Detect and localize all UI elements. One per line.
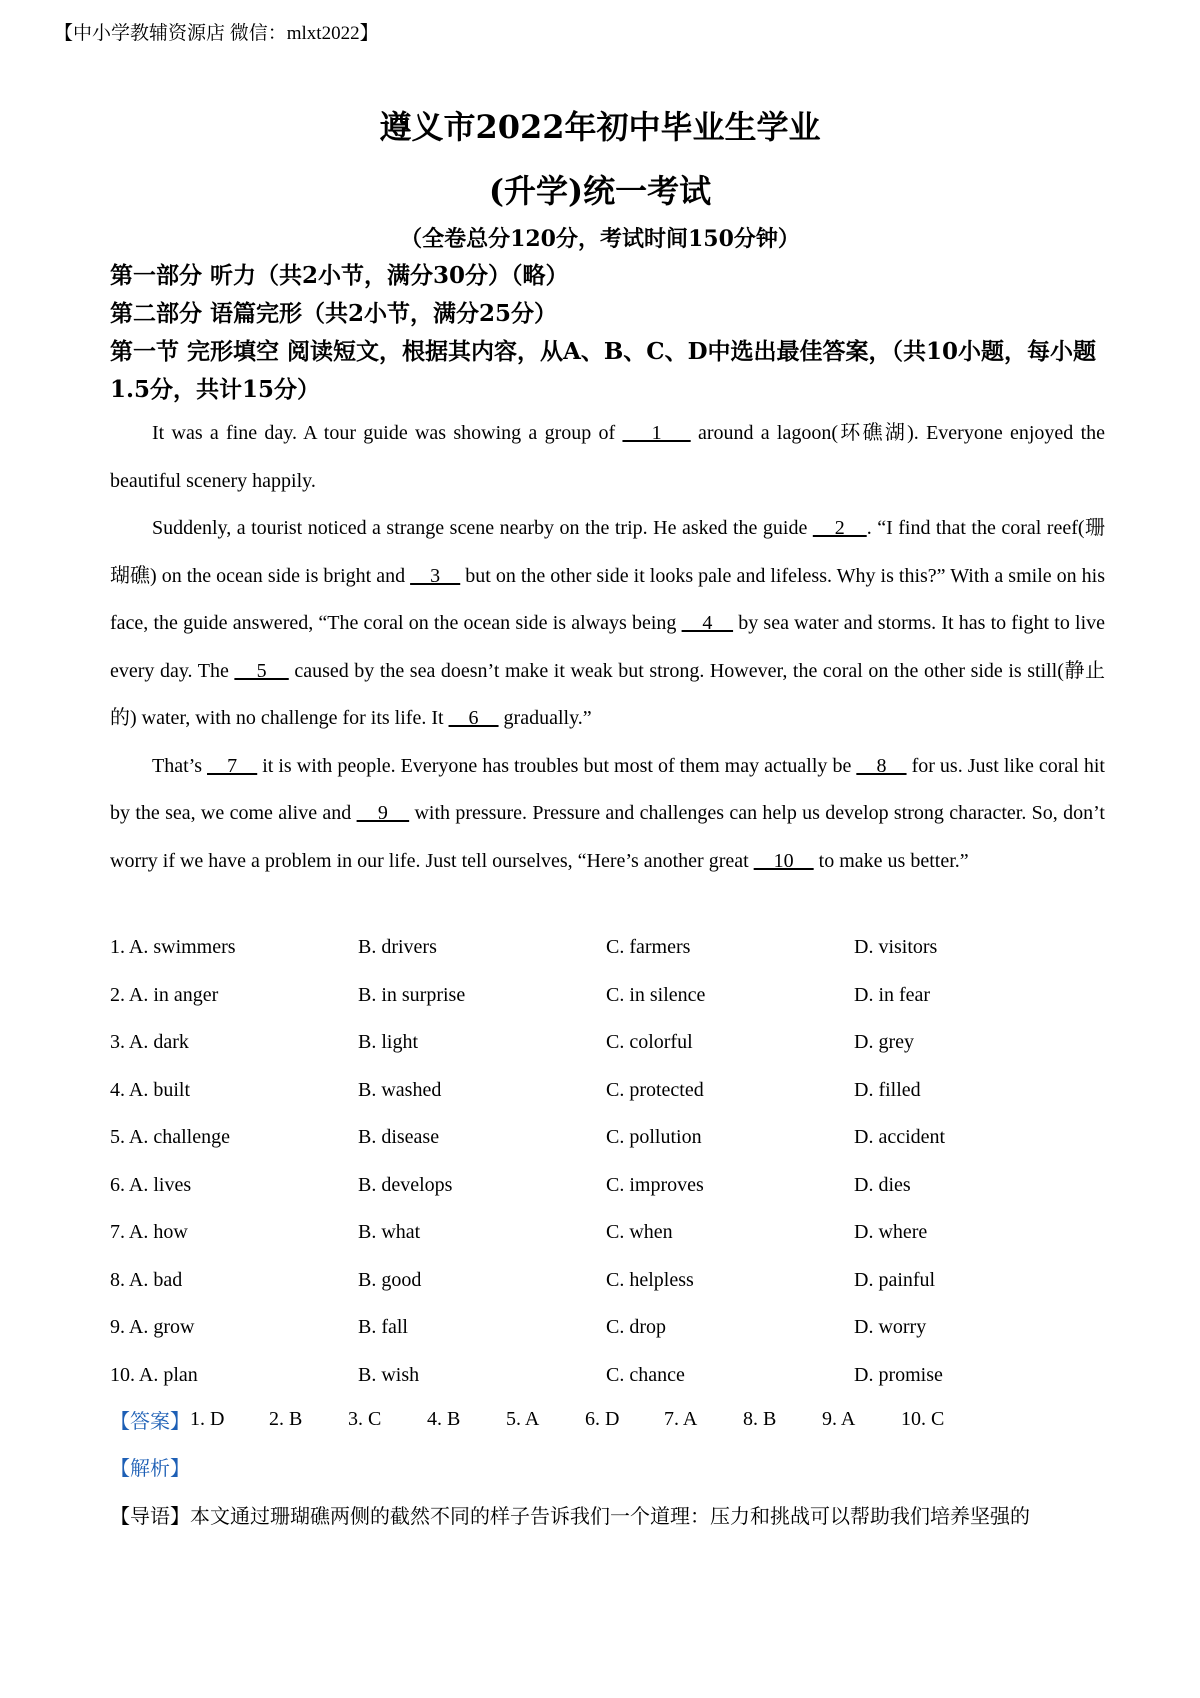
- option-row: 3. A. dark B. light C. colorful D. grey: [110, 1031, 914, 1054]
- part2-heading: 第二部分 语篇完形（共2小节，满分25分）: [110, 300, 558, 327]
- part1-heading: 第一部分 听力（共2小节，满分30分）（略）: [110, 262, 569, 289]
- answer-item: 9. A: [822, 1408, 856, 1430]
- watermark-header: 【中小学教辅资源店 微信：mlxt2022】: [54, 23, 379, 44]
- option-row: 6. A. lives B. develops C. improves D. dies: [110, 1173, 911, 1196]
- answer-item: 4. B: [427, 1408, 461, 1430]
- option-row: 1. A. swimmers B. drivers C. farmers D. visitors: [110, 936, 938, 959]
- option-row: 9. A. grow B. fall C. drop D. worry: [110, 1316, 927, 1339]
- blank-6: 6: [448, 707, 499, 729]
- section1-heading: 第一节 完形填空 阅读短文，根据其内容，从A、B、C、D中选出最佳答案，（共10小题，每小题1.5分，共计15分）: [110, 338, 1097, 403]
- blank-9: 9: [356, 802, 410, 824]
- options-list: [110, 924, 1110, 1399]
- paragraph-3: That’s 7 it is with people. Everyone has troubles but most of them may actually be 8 for us. Just like coral hit by the sea, we come alive and 9 with pressure. Pressure and challenges can help us develop strong character. So, don’t worry if we have a problem in our life. Just tell ourselves, “Here’s another great 10 to make us better.”: [110, 754, 1105, 872]
- answer-item: 7. A: [664, 1408, 698, 1430]
- answer-key: [110, 1405, 980, 1434]
- answer-item: 8. B: [743, 1408, 777, 1430]
- option-row: 8. A. bad B. good C. helpless D. painful: [110, 1268, 936, 1291]
- answer-item: 1. D: [190, 1408, 225, 1430]
- blank-4: 4: [681, 612, 734, 634]
- blank-5: 5: [234, 659, 289, 682]
- blank-2: 2: [812, 517, 867, 539]
- option-row: 4. A. built B. washed C. protected D. filled: [110, 1078, 921, 1101]
- option-row: 7. A. how B. what C. when D. where: [110, 1221, 928, 1244]
- answer-item: 2. B: [269, 1408, 303, 1430]
- blank-8: 8: [856, 754, 907, 777]
- answer-item: 5. A: [506, 1408, 540, 1430]
- answer-item: 10. C: [901, 1408, 945, 1430]
- exam-title-line1: 遵义市2022年初中毕业生学业: [379, 108, 821, 146]
- answer-item: 3. C: [348, 1408, 382, 1430]
- option-row: 2. A. in anger B. in surprise C. in silence D. in fear: [110, 983, 931, 1006]
- exam-subtitle: （全卷总分120分，考试时间150分钟）: [400, 226, 800, 252]
- paragraph-1: It was a fine day. A tour guide was showing a group of 1 around a lagoon(环礁湖). Everyone enjoyed the beautiful scenery happily.: [110, 422, 1106, 492]
- paragraph-2: Suddenly, a tourist noticed a strange scene nearby on the trip. He asked the guide 2 . “I find that the coral reef(珊瑚礁) on the ocean side is bright and 3 but on the other side it looks pale and lifeless. Why is this?” With a smile on his face, the guide answered, “The coral on the ocean side is always being 4 by sea water and storms. It has to fight to live every day. The 5 caused by the sea doesn’t make it weak but strong. However, the coral on the other side is still(静止的) water, with no challenge for its life. It 6 gradually.”: [110, 517, 1106, 729]
- analysis-label: 【解析】: [110, 1458, 190, 1480]
- cloze-passage: [110, 410, 1105, 885]
- exam-title-line2: (升学)统一考试: [488, 172, 712, 210]
- blank-10: 10: [753, 849, 814, 872]
- intro-paragraph: [110, 1500, 1030, 1529]
- intro-label: 【导语】: [110, 1506, 190, 1528]
- intro-text: 本文通过珊瑚礁两侧的截然不同的样子告诉我们一个道理：压力和挑战可以帮助我们培养坚强的: [190, 1506, 1030, 1528]
- option-row: 5. A. challenge B. disease C. pollution D. accident: [110, 1126, 946, 1149]
- blank-3: 3: [410, 564, 461, 587]
- answer-item: 6. D: [585, 1408, 620, 1430]
- blank-1: 1: [622, 422, 691, 444]
- option-row: 10. A. plan B. wish C. chance D. promise: [110, 1363, 943, 1386]
- answer-label: 【答案】: [110, 1411, 190, 1433]
- blank-7: 7: [207, 754, 258, 777]
